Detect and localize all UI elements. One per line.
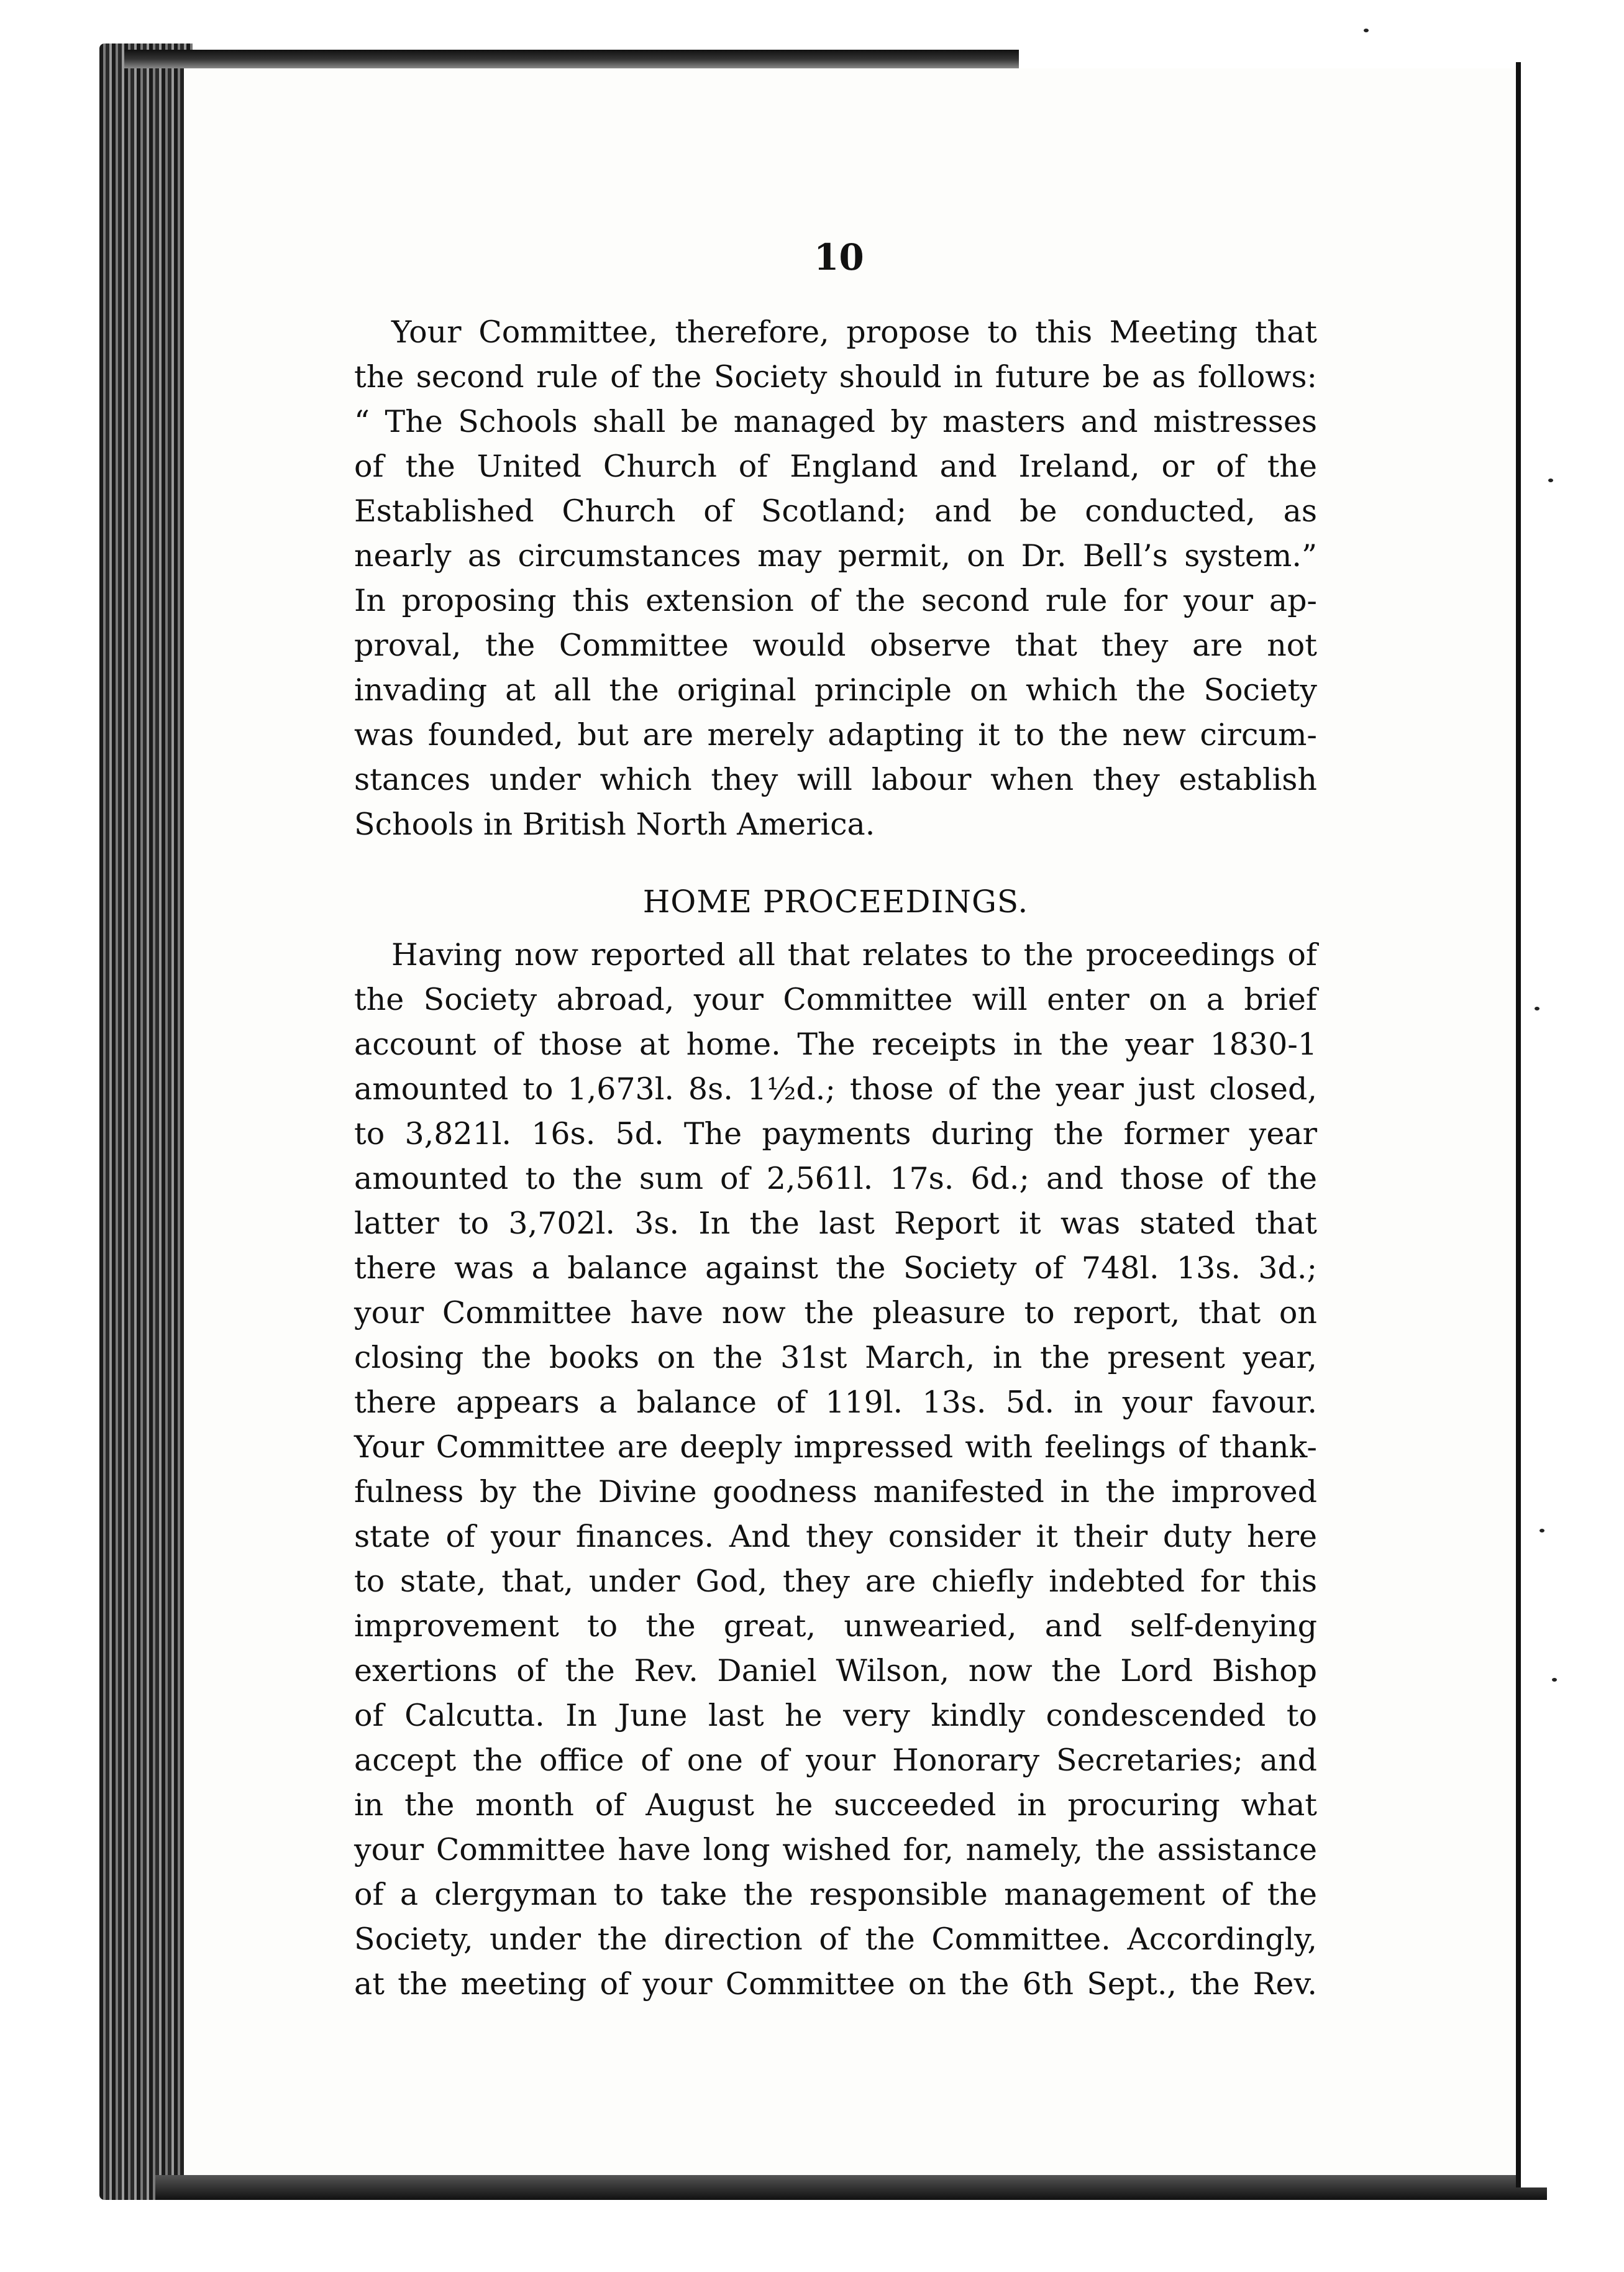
text-line: there appears a balance of 119l. 13s. 5d. in your favour. xyxy=(354,1385,1317,1420)
text-line: nearly as circumstances may permit, on Dr. Bell’s system.” xyxy=(354,538,1317,574)
text-line: the Society abroad, your Committee will enter on a brief xyxy=(354,982,1317,1017)
text-line: of a clergyman to take the responsible management of the xyxy=(354,1877,1317,1912)
text-line: Your Committee are deeply impressed with feelings of thank- xyxy=(354,1429,1317,1465)
scan-speck xyxy=(1364,29,1369,32)
text-line: at the meeting of your Committee on the 6th Sept., the Rev. xyxy=(354,1966,1317,2002)
text-line: invading at all the original principle on which the Society xyxy=(354,672,1317,708)
text-line: Schools in British North America. xyxy=(354,807,875,842)
text-line: your Committee have long wished for, namely, the assistance xyxy=(354,1832,1317,1867)
text-line: accept the office of one of your Honorary Secretaries; and xyxy=(354,1743,1317,1778)
text-line: the second rule of the Society should in future be as follows: xyxy=(354,359,1317,395)
book-bottom-edge xyxy=(155,2175,1547,2200)
text-line: “ The Schools shall be managed by masters and mistresses xyxy=(354,404,1317,439)
text-line: of the United Church of England and Ireland, or of the xyxy=(354,449,1317,484)
text-line: there was a balance against the Society of 748l. 13s. 3d.; xyxy=(354,1250,1317,1286)
text-line: to state, that, under God, they are chiefly indebted for this xyxy=(354,1564,1317,1599)
book-spine-edge xyxy=(99,44,193,2200)
text-line: amounted to 1,673l. 8s. 1½d.; those of the year just closed, xyxy=(354,1071,1317,1107)
text-line: improvement to the great, unwearied, and self-denying xyxy=(354,1608,1317,1644)
text-line: Having now reported all that relates to the proceedings of xyxy=(391,937,1317,973)
margin-strip xyxy=(1521,62,1624,2187)
text-line: your Committee have now the pleasure to report, that on xyxy=(354,1295,1317,1331)
text-line: Your Committee, therefore, propose to this Meeting that xyxy=(391,314,1317,350)
scan-speck xyxy=(1535,1007,1540,1010)
text-line: exertions of the Rev. Daniel Wilson, now the Lord Bishop xyxy=(354,1653,1317,1688)
text-line: closing the books on the 31st March, in the present year, xyxy=(354,1340,1317,1375)
text-line: was founded, but are merely adapting it to the new circum- xyxy=(354,717,1317,753)
book-top-edge xyxy=(124,50,1019,68)
section-heading: HOME PROCEEDINGS. xyxy=(642,884,1029,920)
text-line: fulness by the Divine goodness manifested in the improved xyxy=(354,1474,1317,1509)
text-line: state of your finances. And they consider it their duty here xyxy=(354,1519,1317,1554)
text-line: account of those at home. The receipts in the year 1830-1 xyxy=(354,1027,1317,1062)
text-line: of Calcutta. In June last he very kindly condescended to xyxy=(354,1698,1317,1733)
text-line: to 3,821l. 16s. 5d. The payments during the former year xyxy=(354,1116,1317,1152)
text-line: Established Church of Scotland; and be conducted, as xyxy=(354,493,1317,529)
text-line: stances under which they will labour when they establish xyxy=(354,762,1317,797)
text-line: In proposing this extension of the second rule for your ap- xyxy=(354,583,1317,618)
page-number: 10 xyxy=(814,236,864,278)
scan-speck xyxy=(1548,479,1553,482)
text-line: amounted to the sum of 2,561l. 17s. 6d.; and those of the xyxy=(354,1161,1317,1196)
page-right-border xyxy=(1516,62,1521,2187)
text-line: latter to 3,702l. 3s. In the last Report it was stated that xyxy=(354,1206,1317,1241)
text-line: proval, the Committee would observe that they are not xyxy=(354,628,1317,663)
text-line: in the month of August he succeeded in procuring what xyxy=(354,1787,1317,1823)
scan-speck xyxy=(1552,1678,1557,1682)
text-line: Society, under the direction of the Committee. Accordingly, xyxy=(354,1922,1317,1957)
scan-speck xyxy=(1540,1529,1544,1532)
